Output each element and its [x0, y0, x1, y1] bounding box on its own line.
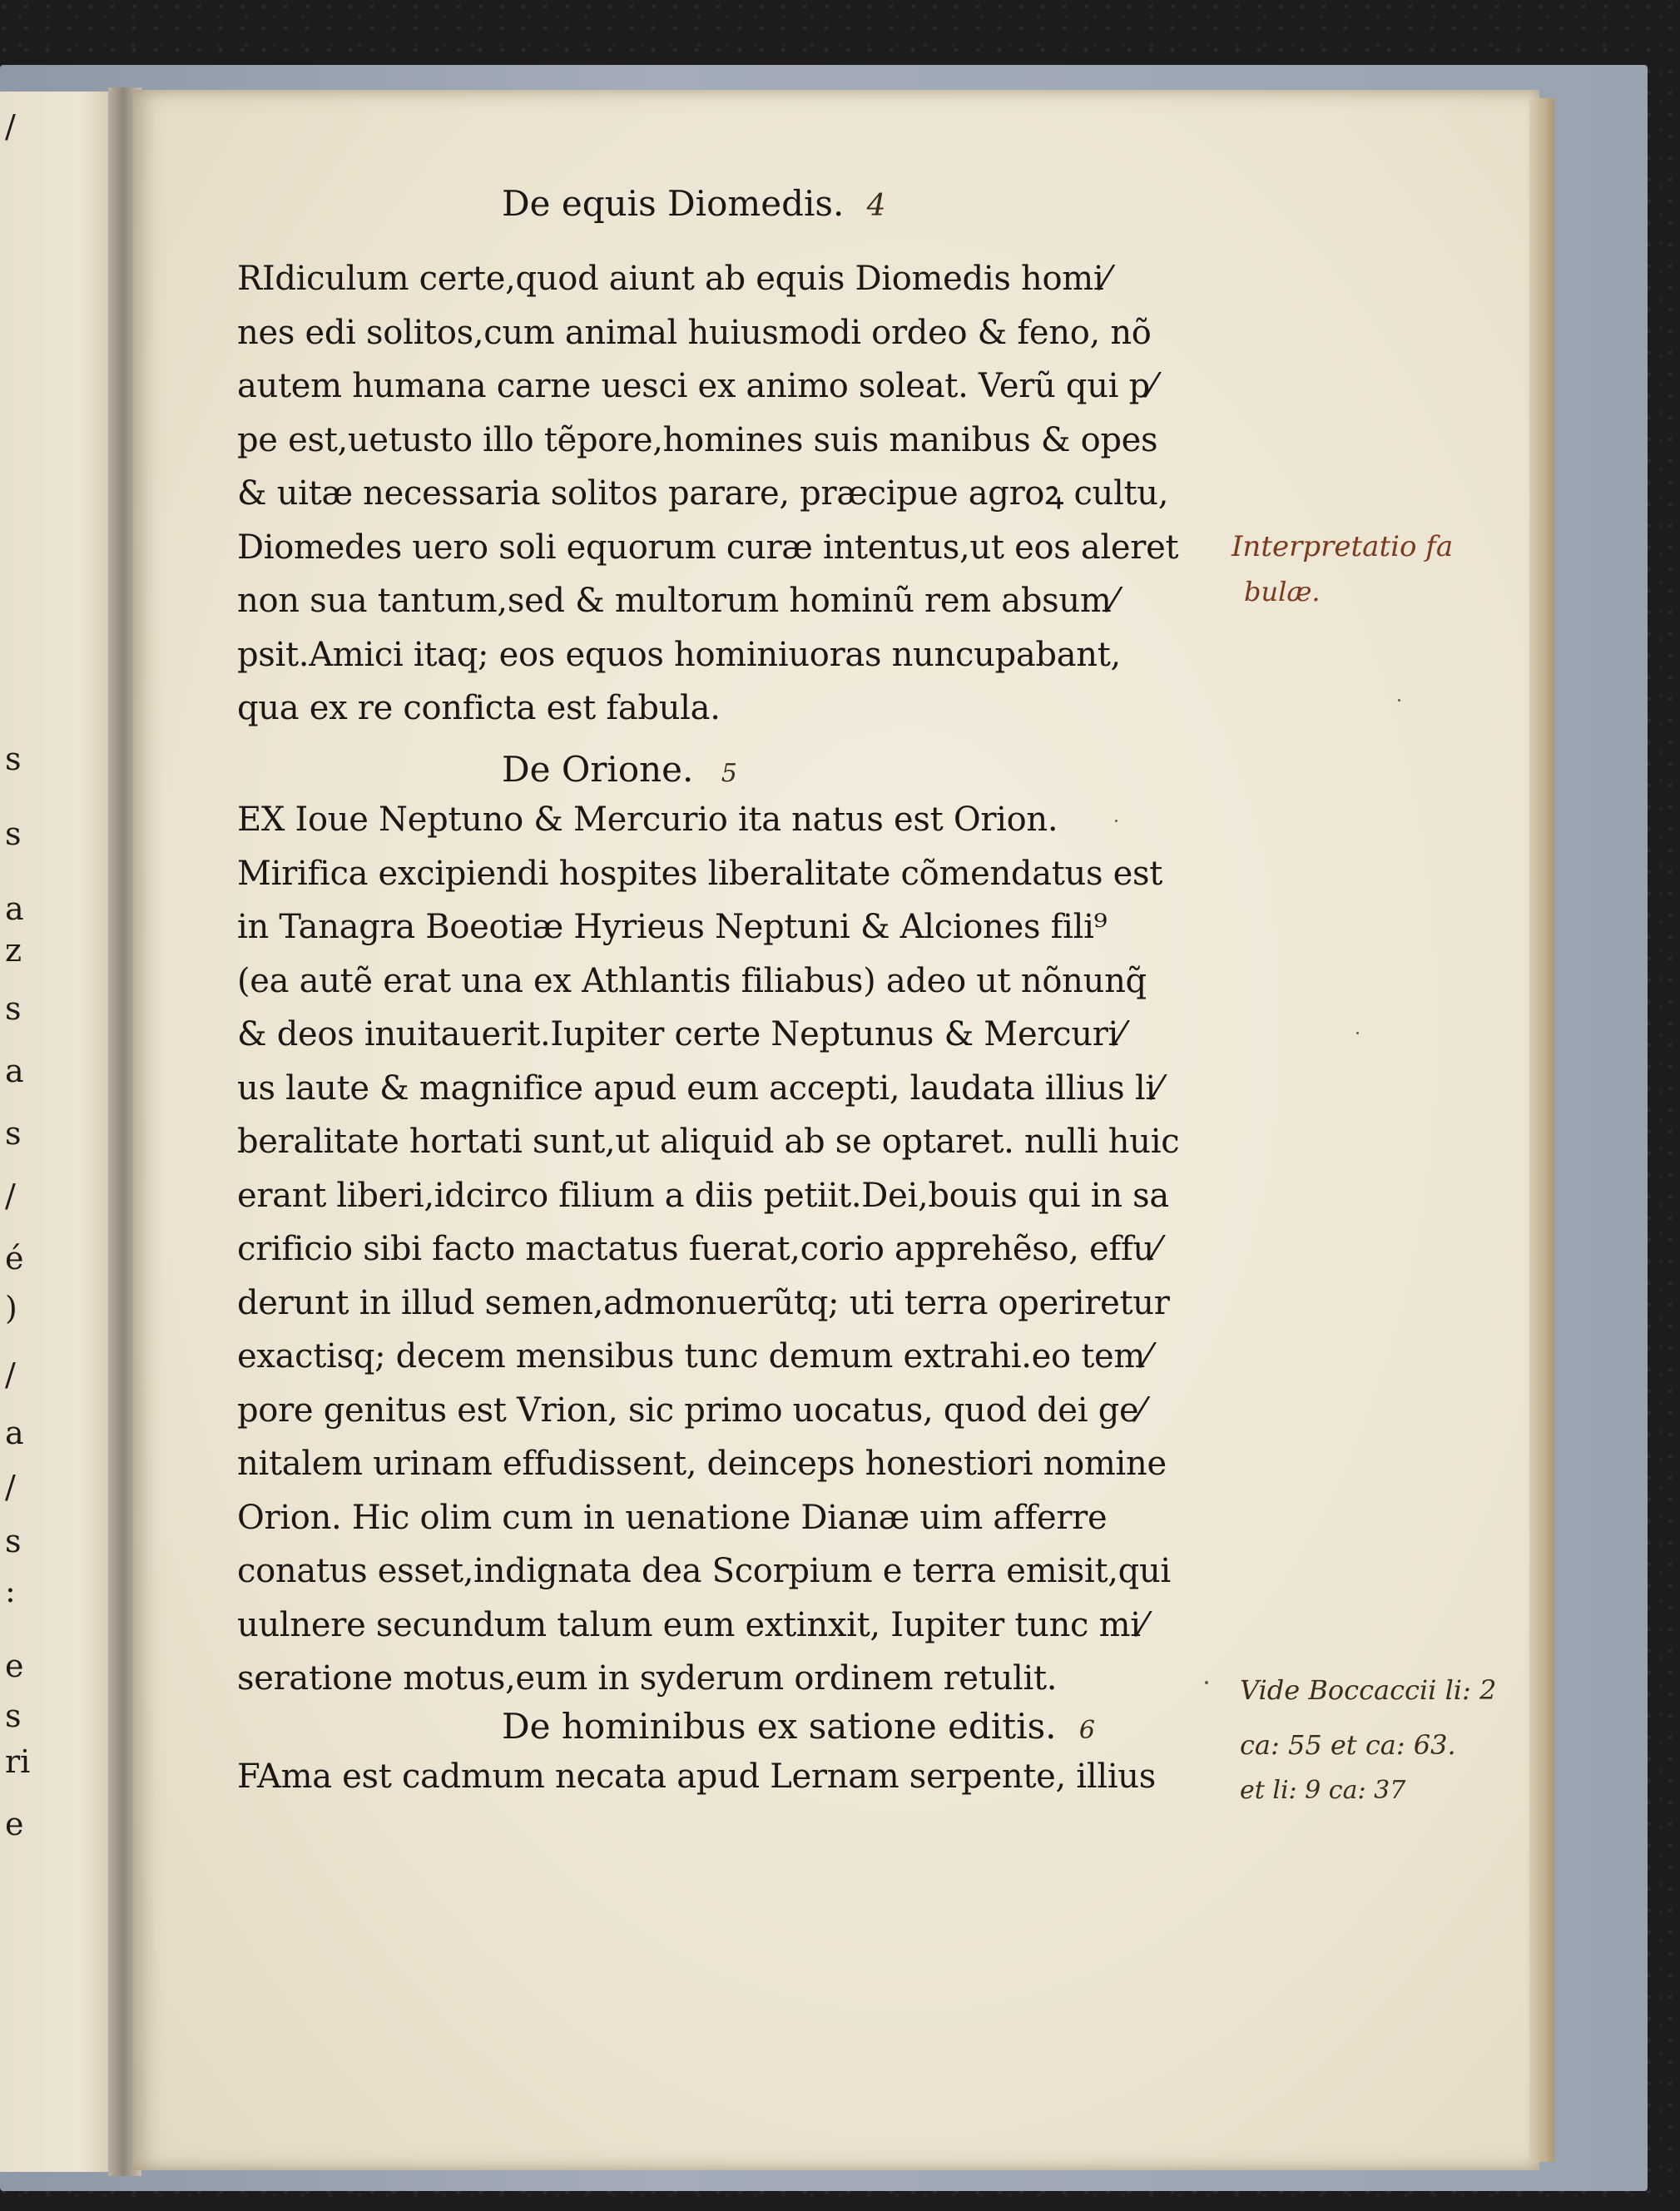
- text-line: RIdiculum certe,quod aiunt ab equis Diomedis homi⁄: [237, 260, 1109, 298]
- text-line: & uitæ necessaria solitos parare, præcipue agroꝝ cultu,: [237, 474, 1169, 513]
- left-page: [0, 92, 116, 2172]
- ink-speck: [1115, 820, 1118, 822]
- text-line: in Tanagra Boeotiæ Hyrieus Neptuni & Alciones fili⁹: [237, 908, 1108, 946]
- text-line: uulnere secundum talum eum extinxit, Iupiter tunc mi⁄: [237, 1605, 1147, 1644]
- left-page-fragment: :: [5, 1573, 16, 1609]
- page-edge: [1529, 98, 1554, 2162]
- left-page-fragment: a: [5, 890, 24, 927]
- text-line: Mirifica excipiendi hospites liberalitate cõmendatus est: [237, 854, 1163, 893]
- text-line: (ea autẽ erat una ex Athlantis filiabus) adeo ut nõnunq̃: [237, 961, 1147, 1000]
- text-line: erant liberi,idcirco filium a diis petiit.Dei,bouis qui in sa: [237, 1176, 1169, 1215]
- text-line: nitalem urinam effudissent, deinceps honestiori nomine: [237, 1445, 1167, 1483]
- text-line: nes edi solitos,cum animal huiusmodi ordeo & feno, nõ: [237, 313, 1152, 352]
- heading-text: De equis Diomedis.: [502, 183, 845, 224]
- left-page-fragment: ): [5, 1290, 17, 1326]
- left-page-fragment: e: [5, 1806, 24, 1842]
- marginal-note-2-line-1: Vide Boccaccii li: 2: [1240, 1674, 1497, 1706]
- heading-text: De hominibus ex satione editis.: [502, 1706, 1057, 1747]
- text-line: autem humana carne uesci ex animo soleat. Verũ qui p⁄: [237, 367, 1156, 405]
- left-page-fragment: a: [5, 1053, 24, 1089]
- left-page-fragment: s: [5, 990, 22, 1027]
- heading-de-equis-diomedis: [502, 183, 886, 224]
- ink-speck: [1356, 1032, 1359, 1034]
- left-page-fragment: z: [5, 932, 22, 969]
- text-line: Orion. Hic olim cum in uenatione Dianæ uim afferre: [237, 1498, 1108, 1537]
- text-line: pore genitus est Vrion, sic primo uocatus, quod dei ge⁄: [237, 1391, 1144, 1430]
- marginal-note-2-line-3: et li: 9 ca: 37: [1240, 1776, 1406, 1805]
- text-line: exactisq; decem mensibus tunc demum extrahi.eo tem⁄: [237, 1337, 1151, 1376]
- text-line: seratione motus,eum in syderum ordinem retulit.: [237, 1659, 1058, 1698]
- left-page-fragment: s: [5, 1523, 22, 1559]
- text-line: conatus esset,indignata dea Scorpium e terra emisit,qui: [237, 1552, 1171, 1590]
- text-line: non sua tantum,sed & multorum hominũ rem absum⁄: [237, 582, 1117, 620]
- marginal-note-2-line-2: ca: 55 et ca: 63.: [1240, 1729, 1456, 1761]
- left-page-fragment: s: [5, 1698, 22, 1734]
- left-page-fragment: /: [5, 1469, 16, 1505]
- marginal-note-1-line-2: bulæ.: [1244, 576, 1321, 607]
- text-line: FAma est cadmum necata apud Lernam serpente, illius: [237, 1757, 1156, 1796]
- text-line: crificio sibi facto mactatus fuerat,corio apprehẽso, effu⁄: [237, 1230, 1160, 1268]
- left-page-fragment: s: [5, 815, 22, 852]
- left-page-fragment: s: [5, 1115, 22, 1152]
- heading-text: De Orione.: [502, 749, 694, 790]
- left-page-fragment: /: [5, 1356, 16, 1393]
- heading-de-hominibus: [502, 1706, 1095, 1747]
- text-line: psit.Amici itaq; eos equos hominiuoras nuncupabant,: [237, 635, 1121, 674]
- marginal-note-1-line-1: Interpretatio fa: [1232, 530, 1454, 563]
- heading-note: 5: [721, 759, 737, 788]
- left-page-fragment: a: [5, 1415, 24, 1451]
- left-page-fragment: e: [5, 1648, 24, 1684]
- left-page-fragment: /: [5, 108, 16, 145]
- text-line: beralitate hortati sunt,ut aliquid ab se optaret. nulli huic: [237, 1123, 1180, 1161]
- text-line: EX Ioue Neptuno & Mercurio ita natus est Orion.: [237, 801, 1058, 839]
- text-line: & deos inuitauerit.Iupiter certe Neptunus & Mercuri⁄: [237, 1015, 1124, 1053]
- text-line: qua ex re conficta est fabula.: [237, 689, 721, 727]
- heading-note: 4: [866, 189, 886, 223]
- left-page-fragment: s: [5, 741, 22, 777]
- text-line: derunt in illud semen,admonuerũtq; uti terra operiretur: [237, 1283, 1170, 1322]
- text-line: pe est,uetusto illo tẽpore,homines suis manibus & opes: [237, 420, 1158, 459]
- heading-de-orione: [502, 749, 737, 790]
- left-page-fragment: é: [5, 1240, 24, 1277]
- left-page-fragment: ri: [5, 1743, 31, 1780]
- text-line: Diomedes uero soli equorum curæ intentus,ut eos aleret: [237, 528, 1179, 567]
- heading-note: 6: [1078, 1716, 1095, 1745]
- ink-speck: [1398, 699, 1400, 701]
- ink-speck: [1205, 1681, 1208, 1684]
- left-page-fragment: /: [5, 1177, 16, 1214]
- text-line: us laute & magnifice apud eum accepti, laudata illius li⁄: [237, 1068, 1162, 1108]
